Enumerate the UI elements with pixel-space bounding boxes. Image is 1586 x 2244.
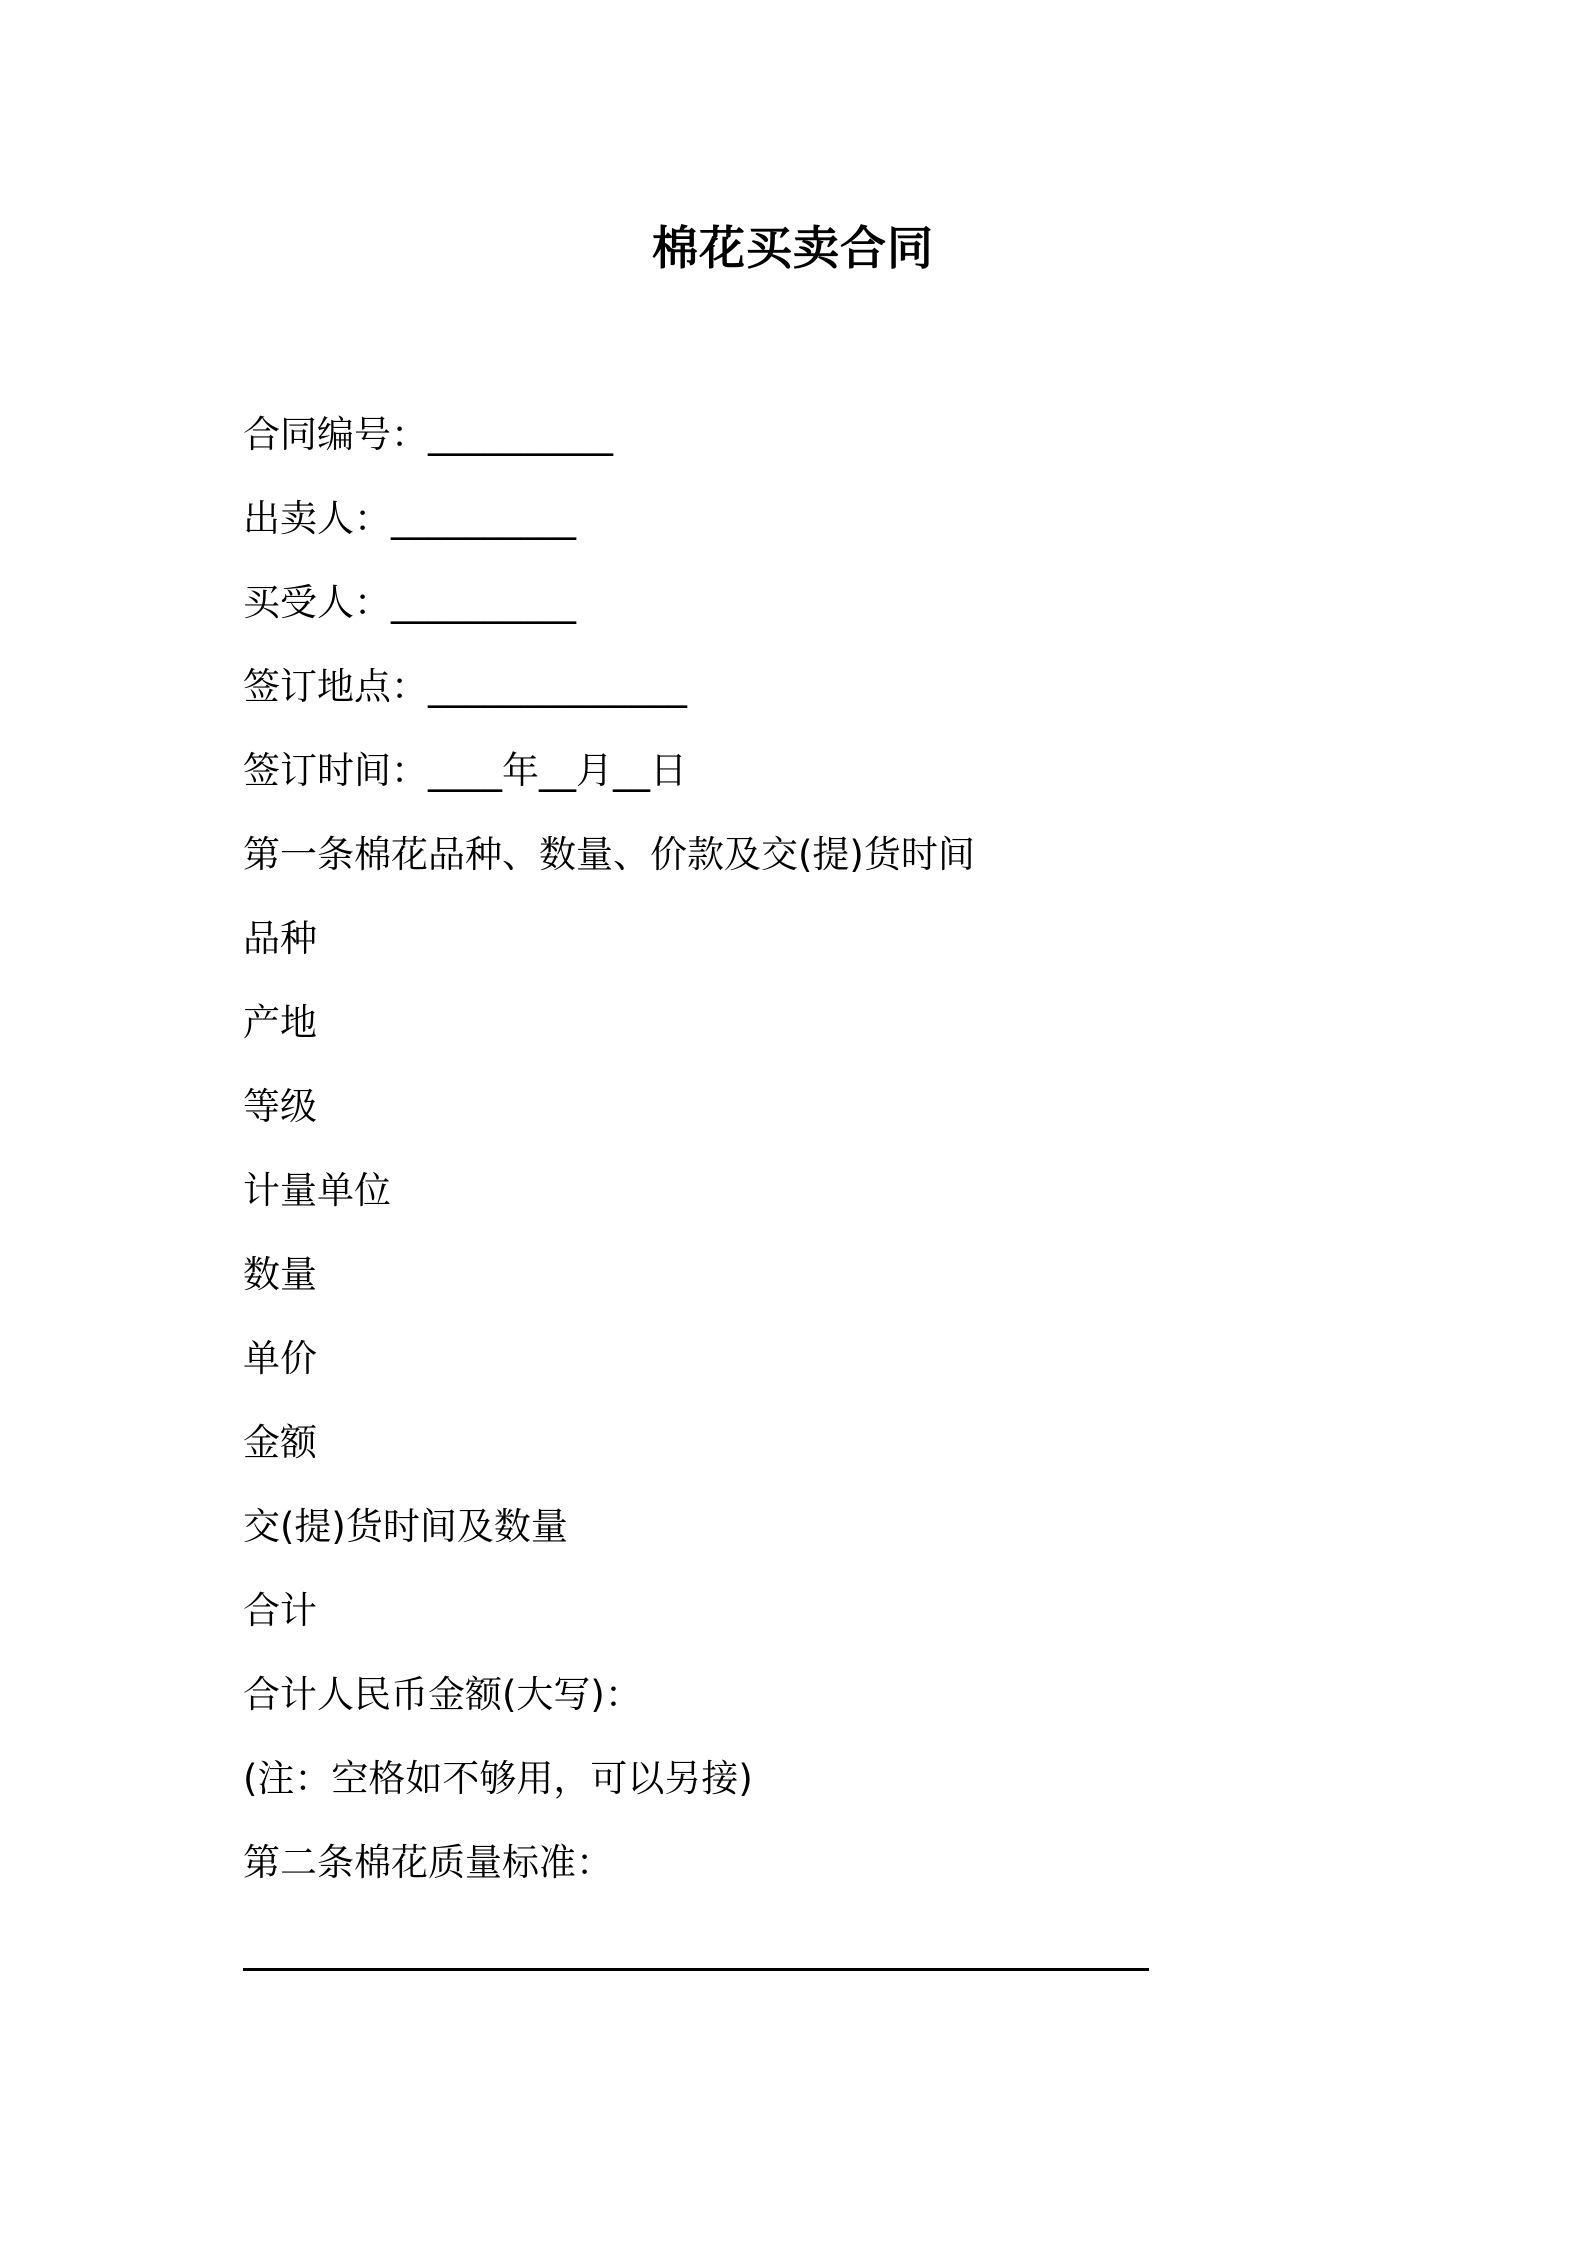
total-rmb-capital-line: 合计人民币金额(大写)： [243,1673,642,1716]
variety-line: 品种 [243,917,317,960]
blank-underline-rule [243,1968,1149,1971]
origin-line: 产地 [243,1001,317,1044]
contract-number-line: 合同编号：__________ [243,413,613,456]
delivery-time-quantity-line: 交(提)货时间及数量 [243,1505,568,1548]
signing-place-line: 签订地点：______________ [243,665,687,708]
document-title: 棉花买卖合同 [652,221,934,275]
note-line: (注：空格如不够用，可以另接) [243,1757,753,1800]
grade-line: 等级 [243,1085,317,1128]
total-line: 合计 [243,1589,317,1632]
unit-line: 计量单位 [243,1169,391,1212]
buyer-line: 买受人：__________ [243,581,576,624]
article-one-heading: 第一条棉花品种、数量、价款及交(提)货时间 [243,833,975,876]
quantity-line: 数量 [243,1253,317,1296]
unit-price-line: 单价 [243,1337,317,1380]
amount-line: 金额 [243,1421,317,1464]
seller-line: 出卖人：__________ [243,497,576,540]
signing-date-line: 签订时间：____年__月__日 [243,749,687,792]
article-two-heading: 第二条棉花质量标准： [243,1841,613,1884]
document-body [243,410,1343,1922]
